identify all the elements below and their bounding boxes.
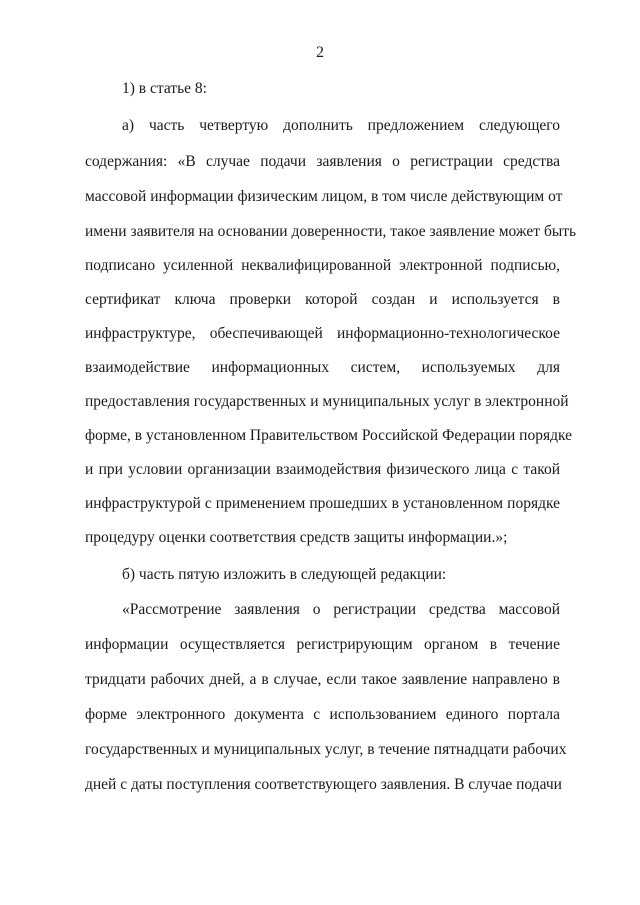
text-line-11: форме, в установленном Правительством Российской Федерации порядке — [85, 427, 572, 444]
text-line-20: государственных и муниципальных услуг, в течение пятнадцати рабочих — [85, 741, 567, 758]
text-line-17: информации осуществляется регистрирующим органом в течение — [85, 636, 560, 653]
text-line-19: форме электронного документа с использованием единого портала — [85, 706, 560, 723]
page-number: 2 — [316, 44, 324, 61]
text-line-6: подписано усиленной неквалифицированной электронной подписью, — [85, 257, 560, 274]
text-line-16: «Рассмотрение заявления о регистрации средства массовой — [122, 601, 560, 618]
text-line-3: содержания: «В случае подачи заявления о регистрации средства — [85, 153, 560, 170]
text-line-12: и при условии организации взаимодействия физического лица с такой — [85, 461, 560, 478]
text-line-2: а) часть четвертую дополнить предложением следующего — [122, 117, 560, 134]
text-line-10: предоставления государственных и муниципальных услуг в электронной — [85, 393, 569, 410]
text-line-5: имени заявителя на основании доверенности, такое заявление может быть — [85, 223, 577, 240]
text-line-13: инфраструктурой с применением прошедших в установленном порядке — [85, 495, 560, 512]
text-line-8: инфраструктуре, обеспечивающей информационно-технологическое — [85, 325, 560, 342]
text-line-21: дней с даты поступления соответствующего заявления. В случае подачи — [85, 776, 562, 793]
text-line-7: сертификат ключа проверки которой создан и используется в — [85, 291, 560, 308]
text-line-18: тридцати рабочих дней, а в случае, если такое заявление направлено в — [85, 671, 560, 688]
text-line-14: процедуру оценки соответствия средств защиты информации.»; — [85, 529, 508, 546]
text-line-4: массовой информации физическим лицом, в том числе действующим от — [85, 188, 563, 205]
text-line-15: б) часть пятую изложить в следующей редакции: — [122, 566, 447, 583]
text-line-1: 1) в статье 8: — [122, 80, 207, 97]
text-line-9: взаимодействие информационных систем, используемых для — [85, 359, 560, 376]
